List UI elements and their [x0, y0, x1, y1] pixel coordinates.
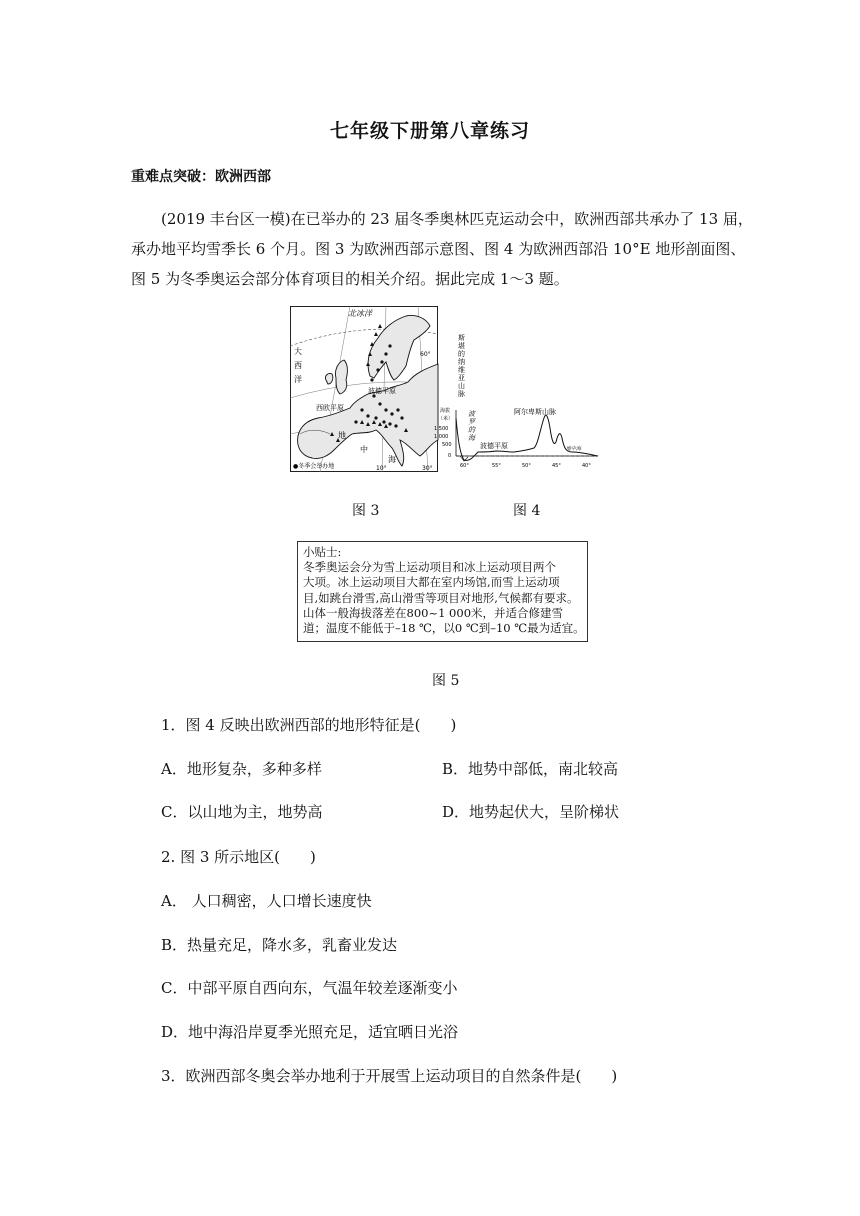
- y-tick-500: 500: [442, 442, 452, 448]
- label-lon-30: 30°: [422, 465, 433, 472]
- label-alps: 阿尔卑斯山脉: [514, 408, 556, 416]
- label-scandinavian-4: 纳: [458, 358, 465, 366]
- label-baltic-4: 海: [468, 434, 475, 442]
- question-2-option-a: A． 人口稠密，人口增长速度快: [161, 892, 372, 910]
- tip-line: 目,如跳台滑雪,高山滑雪等项目对地形,气候都有要求。: [303, 590, 579, 605]
- label-lon-10: 10°: [376, 465, 387, 472]
- label-scandinavian-8: 脉: [458, 390, 465, 398]
- question-1-option-c: C．以山地为主，地势高: [161, 803, 323, 821]
- question-2-stem: 2. 图 3 所示地区( ): [161, 848, 316, 866]
- tip-line: 大项。冰上运动项目大都在室内场馆,而雪上运动项: [303, 575, 560, 590]
- question-1-option-b: B．地势中部低，南北较高: [442, 760, 619, 778]
- question-2-option-b: B．热量充足，降水多，乳畜业发达: [161, 936, 398, 954]
- question-1-stem: 1．图 4 反映出欧洲西部的地形特征是( ): [161, 716, 457, 734]
- x-tick-60: 60°: [460, 463, 469, 469]
- question-1-option-d: D．地势起伏大，呈阶梯状: [442, 803, 620, 821]
- label-scandinavian-6: 亚: [458, 374, 465, 382]
- label-med-3: 海: [388, 455, 396, 464]
- y-axis-title-1: 海拔: [440, 408, 451, 414]
- tip-line: 道；温度不能低于–18 ℃，以0 ℃到–10 ℃最为适宜。: [303, 621, 585, 636]
- y-tick-0: 0: [448, 453, 452, 459]
- question-2-option-c: C．中部平原自西向东，气温年较差逐渐变小: [161, 979, 458, 997]
- x-tick-50: 50°: [522, 463, 531, 469]
- label-atlantic-1: 大: [294, 347, 302, 356]
- label-scandinavian-2: 堪: [458, 342, 465, 350]
- section-heading: 重难点突破：欧洲西部: [131, 169, 271, 185]
- question-1-option-a: A．地形复杂，多种多样: [161, 760, 322, 778]
- intro-line: 承办地平均雪季长 6 个月。图 3 为欧洲西部示意图、图 4 为欧洲西部沿 10°E 地形剖面图、: [131, 240, 746, 258]
- label-scandinavian-5: 维: [458, 366, 465, 374]
- label-scandinavian-1: 斯: [458, 334, 465, 342]
- tip-line: 冬季奥运会分为雪上运动项目和冰上运动项目两个: [303, 560, 556, 575]
- label-atlantic-3: 洋: [294, 375, 302, 384]
- tip-line: 小贴士:: [303, 545, 342, 559]
- label-scandinavian-3: 的: [458, 350, 465, 358]
- tip-line: 山体一般海拔落差在800~1 000米，并适合修建雪: [303, 605, 564, 620]
- y-tick-1000: 1 000: [434, 434, 449, 440]
- label-polish-plain-profile: 波德平原: [480, 442, 508, 450]
- figure5-caption: 图 5: [432, 673, 460, 689]
- label-baltic-2: 罗: [468, 418, 475, 426]
- label-arctic-ocean: 北冰洋: [348, 309, 372, 318]
- label-lat-60: 60°: [420, 351, 431, 358]
- label-mediterranean-profile: 地中海: [566, 446, 582, 452]
- question-2-option-d: D．地中海沿岸夏季光照充足，适宜晒日光浴: [161, 1023, 459, 1041]
- label-atlantic-2: 西: [294, 361, 302, 370]
- label-scandinavian-7: 山: [458, 382, 465, 390]
- intro-paragraph: [131, 204, 753, 294]
- x-tick-45: 45°: [552, 463, 561, 469]
- intro-line: (2019 丰台区一模)在已举办的 23 届冬季奥林匹克运动会中，欧洲西部共承办了 13 届，: [161, 210, 753, 228]
- question-3-stem: 3．欧洲西部冬奥会举办地利于开展雪上运动项目的自然条件是( ): [161, 1067, 618, 1085]
- label-med-1: 地: [338, 431, 346, 440]
- label-baltic-3: 的: [468, 426, 475, 434]
- x-tick-40: 40°: [582, 463, 591, 469]
- x-tick-55: 55°: [492, 463, 501, 469]
- tip-box: [297, 541, 588, 642]
- y-tick-1500: 1 500: [434, 426, 449, 432]
- figure3-caption: 图 3: [352, 503, 380, 519]
- intro-line: 图 5 为冬季奥运会部分体育项目的相关介绍。据此完成 1～3 题。: [131, 270, 569, 288]
- page-title: 七年级下册第八章练习: [329, 120, 530, 142]
- figure4-caption: 图 4: [513, 503, 541, 519]
- figure4-profile: [434, 330, 602, 472]
- figure3-map: [290, 306, 438, 472]
- y-axis-title-2: （米）: [438, 416, 454, 422]
- label-med-2: 中: [360, 445, 368, 454]
- label-baltic-1: 波: [468, 410, 475, 418]
- label-western-plain: 西欧平原: [316, 404, 344, 412]
- label-polish-plain: 波德平原: [368, 387, 396, 395]
- map-legend: ●冬季会举办地: [293, 463, 335, 470]
